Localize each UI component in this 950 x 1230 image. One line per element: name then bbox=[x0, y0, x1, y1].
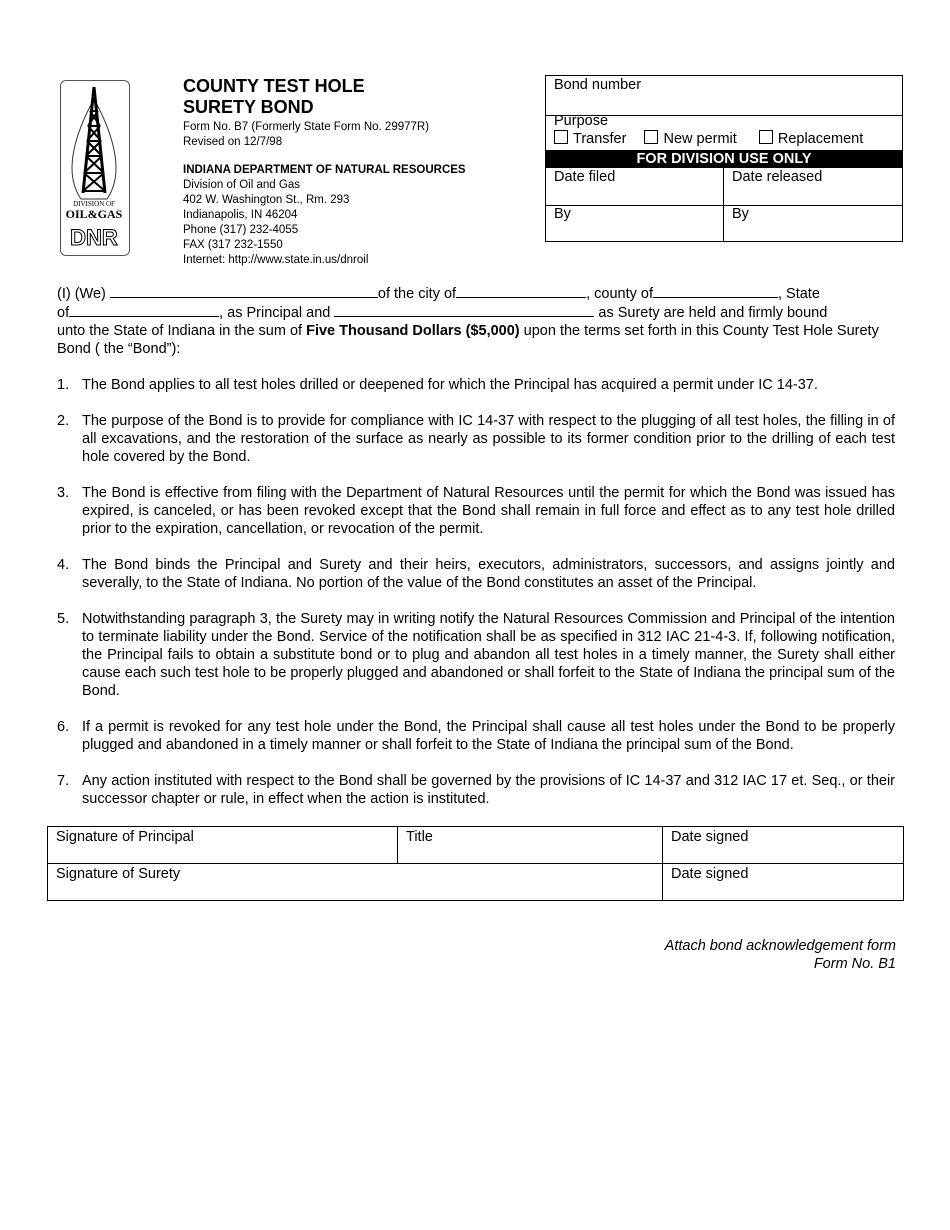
date-signed-surety-field[interactable] bbox=[663, 864, 904, 901]
term-number: 7. bbox=[57, 773, 70, 789]
department-info bbox=[183, 163, 466, 268]
revised-date: Revised on 12/7/98 bbox=[183, 136, 283, 148]
title-label: Title bbox=[406, 829, 433, 845]
by-label: By bbox=[554, 206, 571, 222]
intro-text: as Surety are held and firmly bound bbox=[594, 305, 828, 321]
footer-note bbox=[47, 937, 896, 973]
intro-text: (I) (We) bbox=[57, 286, 110, 302]
state-blank[interactable] bbox=[69, 303, 219, 317]
signature-surety-label: Signature of Surety bbox=[56, 866, 181, 882]
term-item bbox=[57, 484, 895, 538]
bond-number-field[interactable] bbox=[546, 76, 902, 116]
purpose-replacement[interactable] bbox=[759, 131, 863, 147]
title-line-2: SURETY BOND bbox=[183, 97, 314, 117]
term-text: The Bond applies to all test holes drilled or deepened for which the Principal has acquired a permit under IC 14-37. bbox=[82, 377, 818, 393]
form-body bbox=[47, 284, 904, 973]
term-item bbox=[57, 556, 895, 592]
form-title bbox=[183, 76, 365, 118]
signature-principal-label: Signature of Principal bbox=[56, 829, 194, 845]
date-row bbox=[546, 168, 902, 206]
form-meta bbox=[183, 120, 429, 150]
by-left-field[interactable] bbox=[546, 205, 724, 242]
term-item bbox=[57, 412, 895, 466]
intro-text: , county of bbox=[586, 286, 653, 302]
intro-text: , State bbox=[777, 286, 820, 302]
terms-list bbox=[57, 376, 895, 808]
phone: Phone (317) 232-4055 bbox=[183, 224, 299, 236]
division-name: Division of Oil and Gas bbox=[183, 179, 300, 191]
date-signed-label: Date signed bbox=[671, 866, 749, 882]
term-item bbox=[57, 610, 895, 700]
principal-name-blank[interactable] bbox=[110, 284, 378, 298]
county-blank[interactable] bbox=[653, 284, 778, 298]
term-text: The Bond is effective from filing with the Department of Natural Resources until the permit for which the Bond was issued has expired, is canceled, or has been revoked except that the Bond shall remain in full force and effect as to any test hole drilled prior to the expiration, cancellation, or revocation of the permit. bbox=[82, 485, 895, 537]
by-row bbox=[546, 205, 902, 242]
city: Indianapolis, IN 46204 bbox=[183, 209, 298, 221]
intro-text: , as Principal and bbox=[219, 305, 335, 321]
signature-table bbox=[47, 826, 904, 901]
bond-number-label: Bond number bbox=[554, 77, 642, 93]
intro-text: of bbox=[57, 305, 70, 321]
division-box bbox=[545, 75, 903, 242]
date-filed-label: Date filed bbox=[554, 169, 616, 185]
purpose-label: Purpose bbox=[554, 113, 609, 129]
term-item bbox=[57, 772, 895, 808]
checkbox[interactable] bbox=[759, 130, 773, 144]
logo-text-division: DIVISION OF bbox=[73, 200, 115, 208]
signature-principal-field[interactable] bbox=[48, 827, 398, 864]
attach-note: Attach bond acknowledgement form bbox=[664, 938, 896, 954]
fax: FAX (317 232-1550 bbox=[183, 239, 283, 251]
bond-amount: Five Thousand Dollars ($5,000) bbox=[306, 323, 520, 339]
surety-name-blank[interactable] bbox=[334, 303, 594, 317]
term-text: Any action instituted with respect to the Bond shall be governed by the provisions of IC 14-37 and 312 IAC 17 et. Seq., or their successor chapter or rule, in effect when the action is instituted. bbox=[82, 773, 895, 807]
intro-text: of the city of bbox=[377, 286, 457, 302]
purpose-new-permit[interactable] bbox=[644, 131, 736, 147]
term-text: The purpose of the Bond is to provide for compliance with IC 14-37 with respect to the plugging of all test holes, the filling in of all excavations, and the restoration of the surface as nearly as possible to its former condition prior to the drilling of each test hole covered by the Bond. bbox=[82, 413, 895, 465]
logo-text-dnr: DNR bbox=[70, 225, 118, 250]
by-label: By bbox=[732, 206, 749, 222]
term-number: 6. bbox=[57, 719, 70, 735]
date-released-label: Date released bbox=[732, 169, 823, 185]
term-number: 3. bbox=[57, 485, 70, 501]
checkbox[interactable] bbox=[554, 130, 568, 144]
term-number: 4. bbox=[57, 557, 70, 573]
option-label: Transfer bbox=[573, 131, 627, 147]
option-label: Replacement bbox=[777, 131, 864, 147]
by-right-field[interactable] bbox=[724, 205, 902, 244]
term-text: Notwithstanding paragraph 3, the Surety may in writing notify the Natural Resources Commission and Principal of the intention to terminate liability under the Bond. Service of the notification shall be as specified in 312 IAC 21-4-3. If, following notification, the Principal fails to obtain a substitute bond or to plug and abandon all test holes in a timely manner, the Surety shall either cause each such test hole to be properly plugged and abandoned or shall forfeit to the State of Indiana the principal sum of the Bond. bbox=[82, 611, 895, 699]
signature-surety-field[interactable] bbox=[48, 864, 663, 901]
term-number: 5. bbox=[57, 611, 70, 627]
term-number: 2. bbox=[57, 413, 70, 429]
title-field[interactable] bbox=[398, 827, 663, 864]
term-text: The Bond binds the Principal and Surety and their heirs, executors, administrators, successors, and assigns jointly and severally, to the State of Indiana. No portion of the value of the Bond constitutes an asset of the Principal. bbox=[82, 557, 895, 591]
attach-form-number: Form No. B1 bbox=[813, 956, 896, 972]
address: 402 W. Washington St., Rm. 293 bbox=[183, 194, 350, 206]
purpose-field bbox=[546, 113, 902, 150]
intro-paragraph bbox=[57, 284, 895, 358]
city-blank[interactable] bbox=[456, 284, 586, 298]
logo-text-oilgas: OIL&GAS bbox=[65, 207, 123, 221]
form-number: Form No. B7 (Formerly State Form No. 29977R) bbox=[183, 121, 430, 133]
oil-derrick-icon bbox=[61, 81, 128, 254]
title-line-1: COUNTY TEST HOLE bbox=[183, 76, 365, 96]
dnr-oil-gas-logo bbox=[60, 80, 130, 256]
term-item bbox=[57, 718, 895, 754]
option-label: New permit bbox=[663, 131, 737, 147]
term-text: If a permit is revoked for any test hole under the Bond, the Principal shall cause all test holes under the Bond to be properly plugged and abandoned in a timely manner or shall forfeit to the State of Indiana the principal sum of the Bond. bbox=[82, 719, 895, 753]
intro-text: unto the State of Indiana in the sum of bbox=[57, 323, 307, 339]
internet: Internet: http://www.state.in.us/dnroil bbox=[183, 254, 369, 266]
term-number: 1. bbox=[57, 377, 70, 393]
term-item bbox=[57, 376, 895, 394]
purpose-transfer[interactable] bbox=[554, 131, 626, 147]
date-released-field[interactable] bbox=[724, 168, 902, 207]
division-use-banner: FOR DIVISION USE ONLY bbox=[546, 150, 902, 168]
checkbox[interactable] bbox=[644, 130, 658, 144]
date-filed-field[interactable] bbox=[546, 168, 724, 205]
intro-text: upon the terms set forth in this County Test Hole Surety Bond ( the “Bond”): bbox=[57, 323, 879, 357]
date-signed-principal-field[interactable] bbox=[663, 827, 904, 864]
department-name: INDIANA DEPARTMENT OF NATURAL RESOURCES bbox=[183, 164, 466, 176]
date-signed-label: Date signed bbox=[671, 829, 749, 845]
